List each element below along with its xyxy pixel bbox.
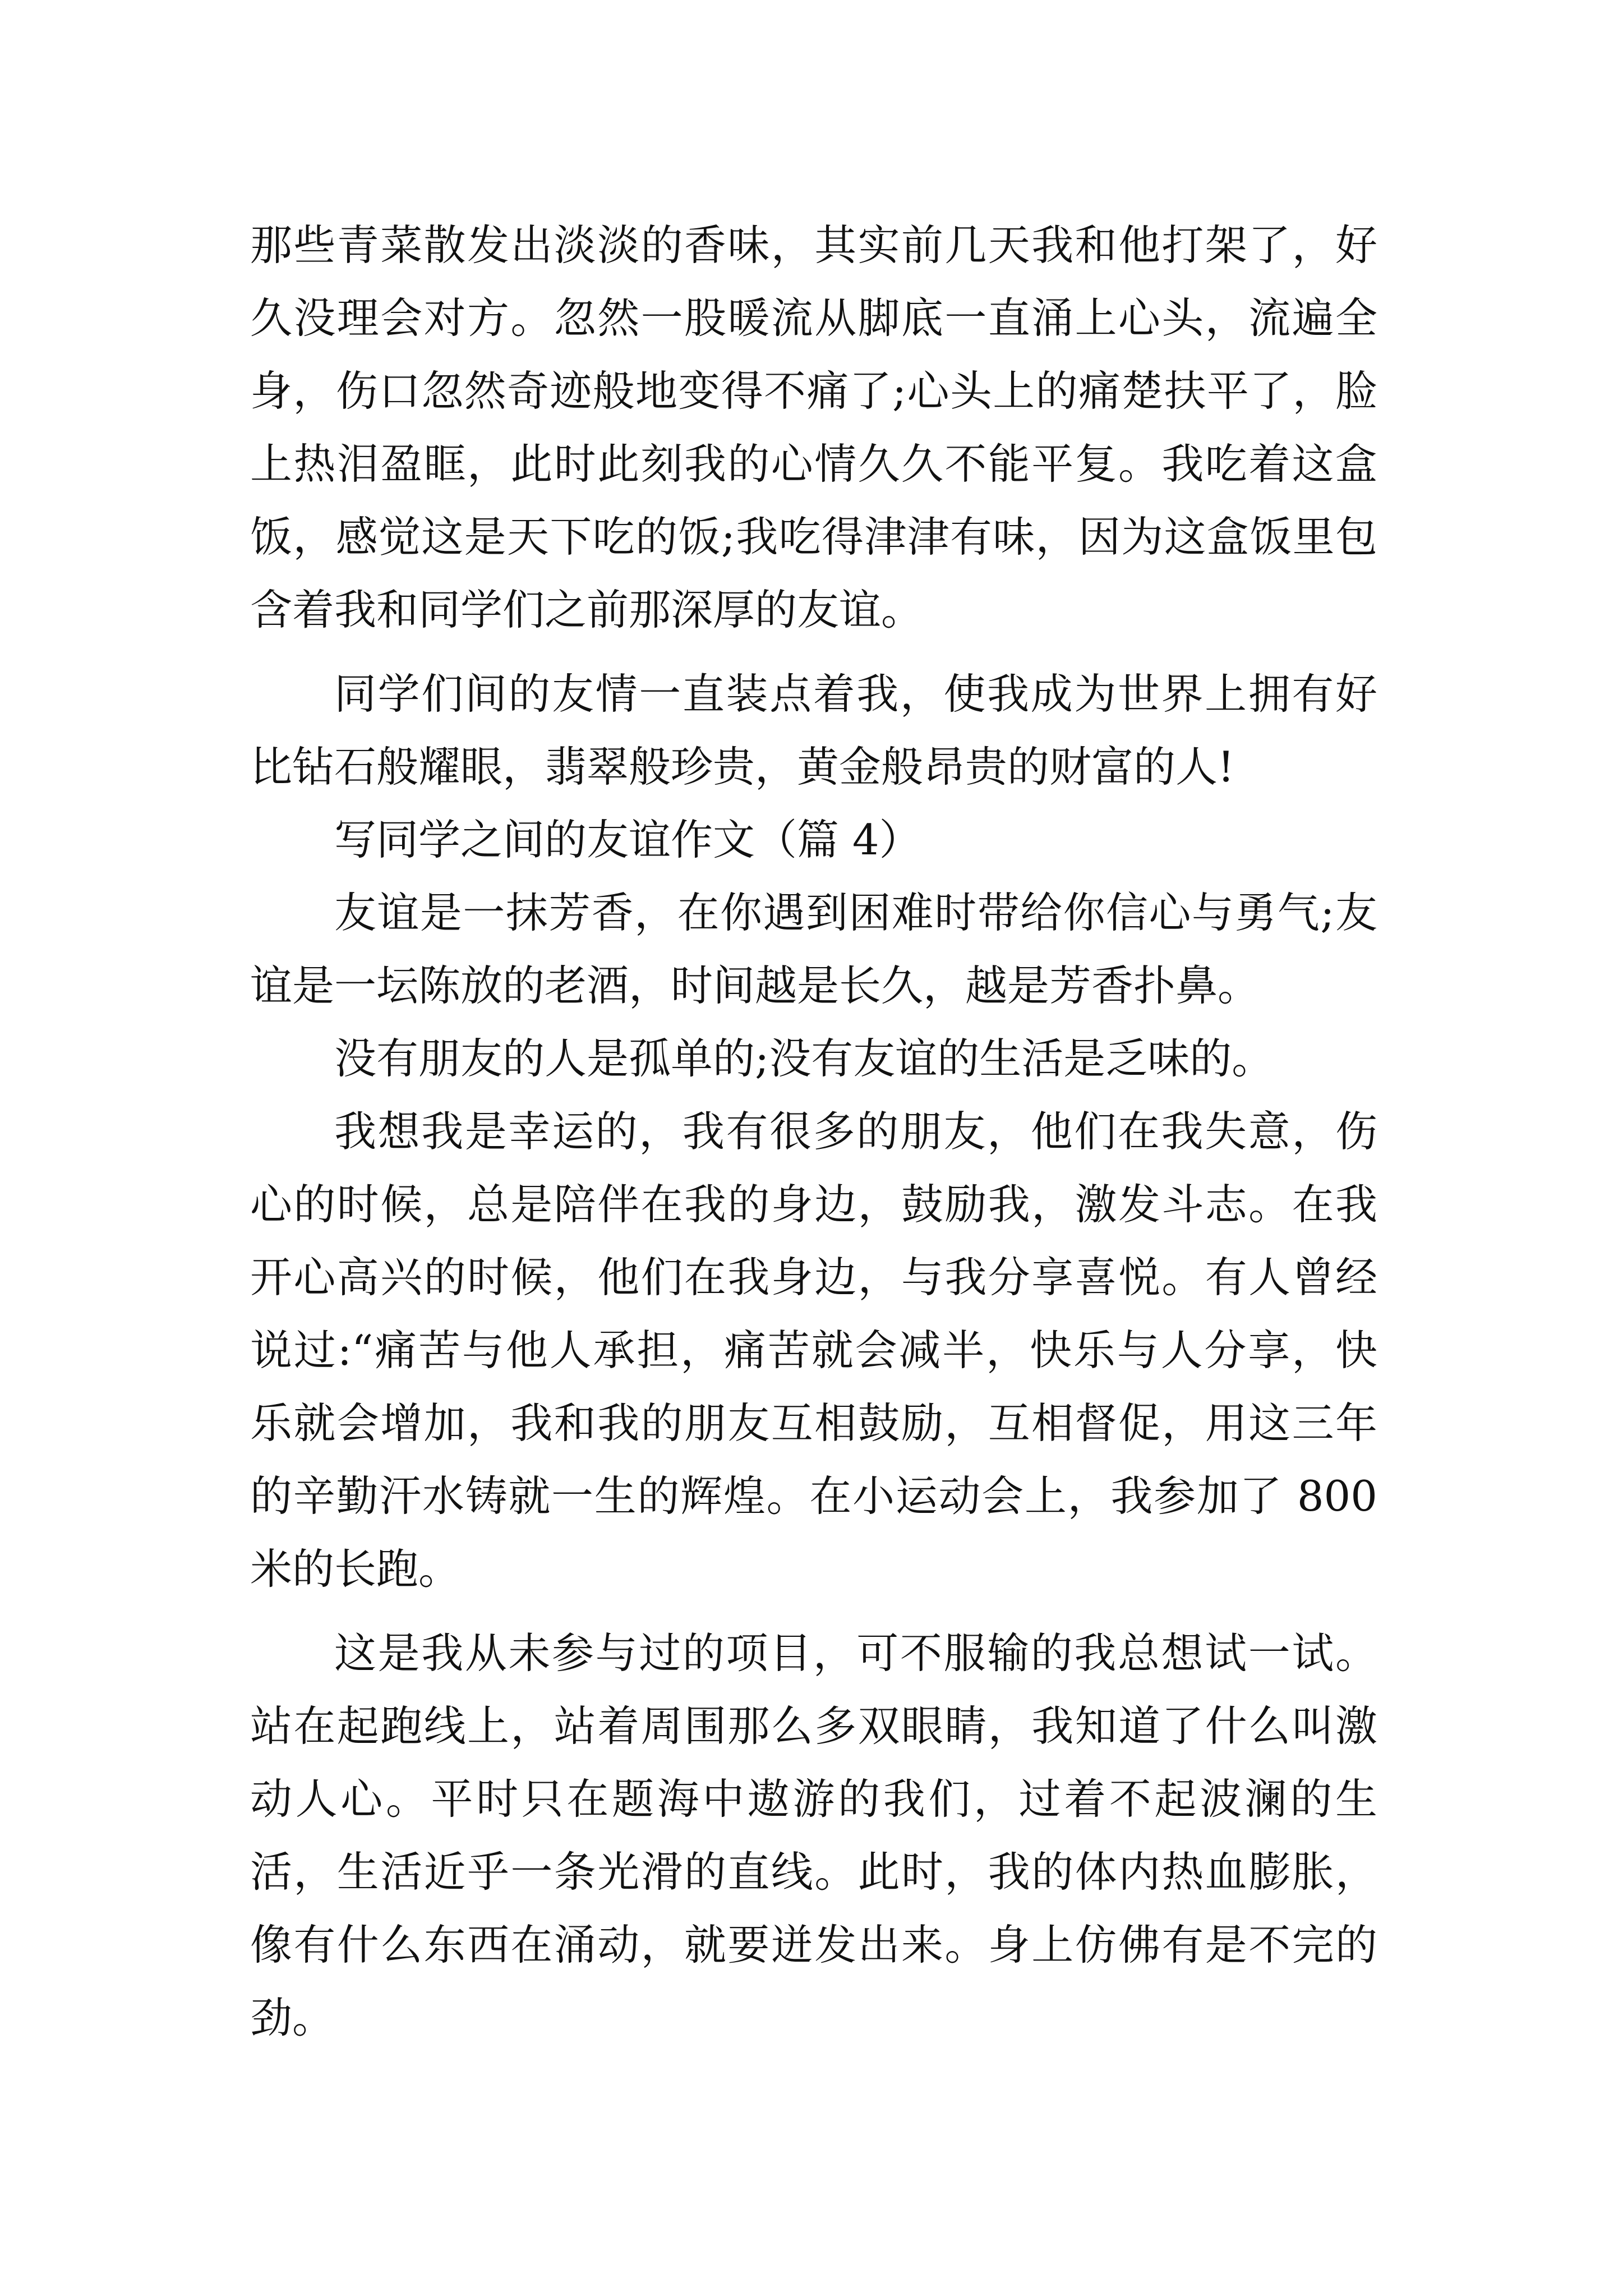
paragraph-lucky-friends: 我想我是幸运的，我有很多的朋友，他们在我失意，伤心的时候，总是陪伴在我的身边，鼓励我，激发斗志。在我开心高兴的时候，他们在我身边，与我分享喜悦。有人曾经说过:“痛苦与他人承担，痛苦就会减半，快乐与人分享，快乐就会增加，我和我的朋友互相鼓励，互相督促，用这三年的辛勤汗水铸就一生的辉煌。在小运动会上，我参加了 800 米的长跑。 [250, 1107, 1377, 1594]
paragraph-continuation: 那些青菜散发出淡淡的香味，其实前几天我和他打架了，好久没理会对方。忽然一股暖流从脚底一直涌上心头，流遍全身，伤口忽然奇迹般地变得不痛了;心头上的痛楚扶平了，脸上热泪盈眶，此时此刻我的心情久久不能平复。我吃着这盒饭，感觉这是天下吃的饭;我吃得津津有味，因为这盒饭里包含着我和同学们之前那深厚的友谊。 [250, 220, 1377, 634]
document-body [250, 209, 1377, 2054]
paragraph-lonely-without-friends: 没有朋友的人是孤单的;没有友谊的生活是乏味的。 [334, 1034, 1274, 1083]
paragraph-friendship-fragrance: 友谊是一抹芳香，在你遇到困难时带给你信心与勇气;友谊是一坛陈放的老酒，时间越是长久，越是芳香扑鼻。 [250, 888, 1377, 1010]
paragraph-running-race: 这是我从未参与过的项目，可不服输的我总想试一试。站在起跑线上，站着周围那么多双眼睛，我知道了什么叫激动人心。平时只在题海中遨游的我们，过着不起波澜的生活，生活近乎一条光滑的直线。此时，我的体内热血膨胀，像有什么东西在涌动，就要迸发出来。身上仿佛有是不完的劲。 [250, 1628, 1377, 2042]
essay-heading: 写同学之间的友谊作文（篇 4） [334, 815, 921, 864]
paragraph-friendship-decoration: 同学们间的友情一直装点着我，使我成为世界上拥有好比钻石般耀眼，翡翠般珍贵，黄金般昂贵的财富的人! [250, 669, 1377, 792]
